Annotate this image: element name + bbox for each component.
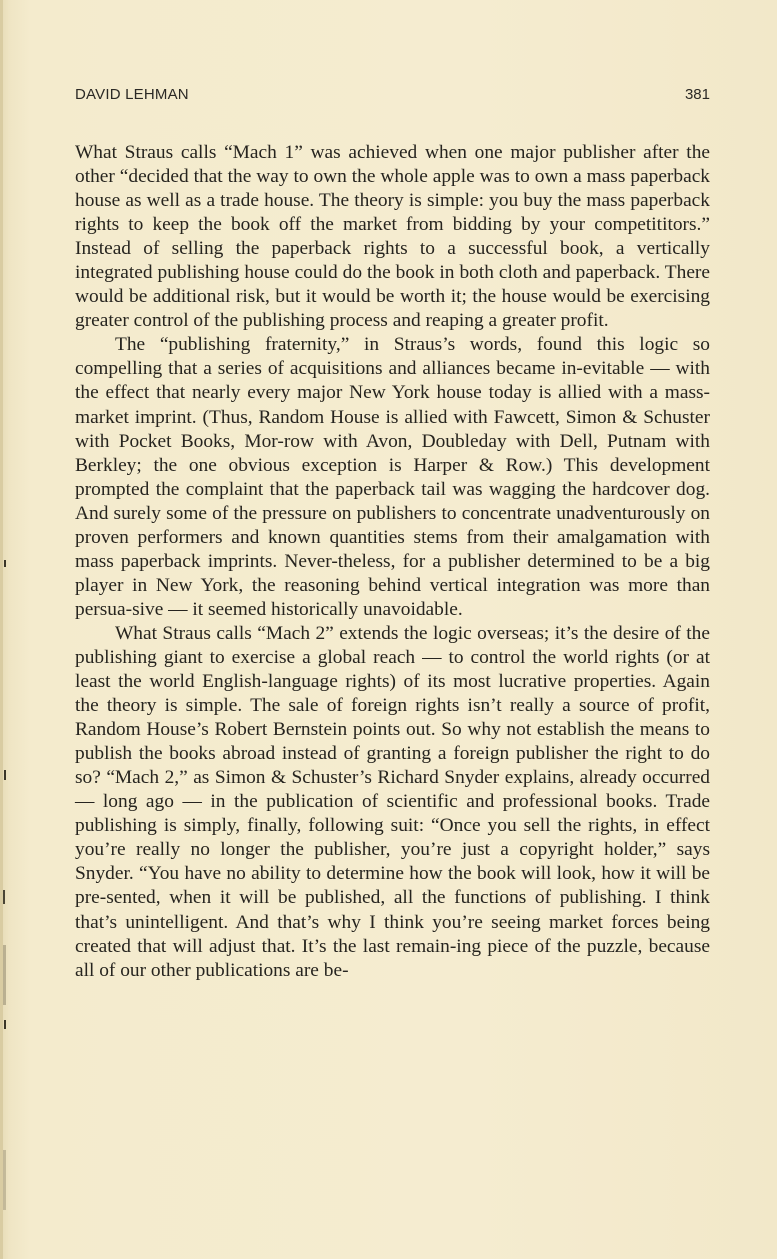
running-head [75,86,710,108]
page-edge-marks [0,0,14,1259]
running-head-author: DAVID LEHMAN [75,86,189,103]
paragraph-mach-1: What Straus calls “Mach 1” was achieved when one major publisher after the other “decided that the way to own the whole apple was to own a mass paperback house as well as a trade house. The theory is simple: you buy the mass paperback rights to keep the book off the market from bidding by your competititors.” Instead of selling the paperback rights to a successful book, a vertically integrated publishing house could do the book in both cloth and paperback. There would be additional risk, but it would be worth it; the house would be exercising greater control of the publishing process and reaping a greater profit. [75,142,710,332]
paragraph-mach-2: What Straus calls “Mach 2” extends the logic overseas; it’s the desire of the publishing giant to exercise a global reach — to control the world rights (or at least the world English-language rights) of its most lucrative properties. Again the theory is simple. The sale of foreign rights isn’t really a source of profit, Random House’s Robert Bernstein points out. So why not establish the means to publish the books abroad instead of granting a foreign publisher the right to do so? “Mach 2,” as Simon & Schuster’s Richard Snyder explains, already occurred — long ago — in the publication of scientific and professional books. Trade publishing is simply, finally, following suit: “Once you sell the rights, in effect you’re really no longer the publisher, you’re just a copyright holder,” says Snyder. “You have no ability to determine how the book will look, how it will be pre-sented, when it will be published, all the functions of publishing. I think that’s unintelligent. And that’s why I think you’re seeing market forces being created that will adjust that. It’s the last remain-ing piece of the puzzle, because all of our other publications are be- [75,622,710,981]
body-text [75,141,710,983]
page-number: 381 [684,86,710,103]
paragraph-publishing-fraternity: The “publishing fraternity,” in Straus’s words, found this logic so compelling that a series of acquisitions and alliances became in-evitable — with the effect that nearly every major New York house today is allied with a mass-market imprint. (Thus, Random House is allied with Fawcett, Simon & Schuster with Pocket Books, Mor-row with Avon, Doubleday with Dell, Putnam with Berkley; the one obvious exception is Harper & Row.) This development prompted the complaint that the paperback tail was wagging the hardcover dog. And surely some of the pressure on publishers to concentrate unadventurously on proven performers and known quantities stems from their amalgamation with mass paperback imprints. Never-theless, for a publisher determined to be a big player in New York, the reasoning behind vertical integration was more than persua-sive — it seemed historically unavoidable. [75,334,710,620]
